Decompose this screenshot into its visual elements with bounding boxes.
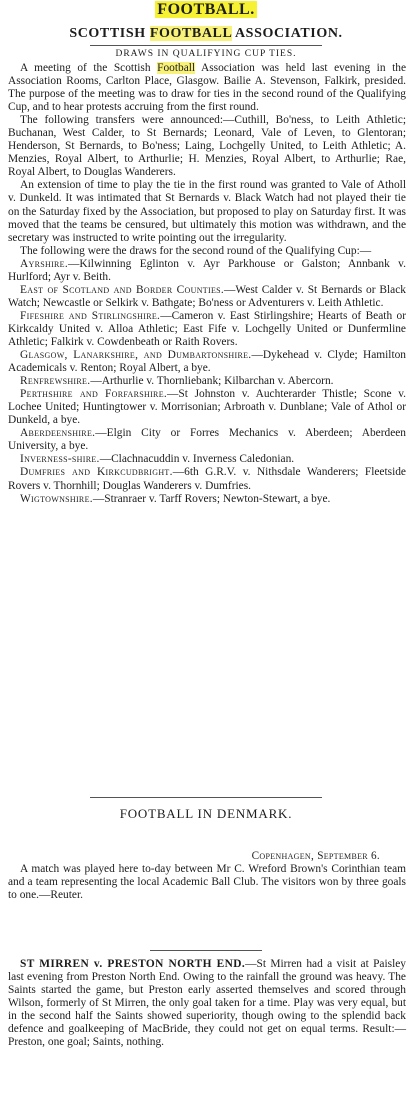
denmark-heading: FOOTBALL IN DENMARK. bbox=[119, 806, 293, 821]
draw-region: Inverness-shire. bbox=[20, 453, 100, 466]
draw-ties: —6th G.R.V. v. Nithsdale Wanderers; Fleetside Rovers v. Thornhill; Douglas Wanderers v. Dumfries. bbox=[8, 466, 406, 492]
draw-ties: —West Calder v. St Bernards or Black Watch; Newcastle or Selkirk v. Bathgate; Bo'ness or Adventurers v. Leith Athletic. bbox=[8, 283, 406, 309]
st-mirren-paragraph bbox=[8, 958, 406, 1049]
draw-item bbox=[8, 375, 406, 388]
st-mirren-text: —St Mirren had a visit at Paisley last evening from Preston North End. Owing to the rainfall the ground was heavy. The Saints started the game, but Preston early asserted themselves and scored through Wilson, formerly of St Mirren, the only goal taken for a time. Play was very equal, but in the second half the Saints showed superiority, though owing to the splendid back defence and goalkeeping of MacBride, they could not get on equal terms. Result:—Preston, one goal; Saints, nothing. bbox=[8, 958, 406, 1049]
draw-item bbox=[8, 310, 406, 349]
draw-ties: —Arthurlie v. Thornliebank; Kilbarchan v. Abercorn. bbox=[90, 375, 334, 388]
transfers-paragraph: The following transfers were announced:—Cuthill, Bo'ness, to Leith Athletic; Buchanan, West Calder, to St Bernards; Leonard, Vale of Leven, to Glentoran; Henderson, St Bernards, to Bo'ness; Laing, Lochgelly United, to Leith Athletic; A. Menzies, Royal Albert, to Arthurlie; H. Menzies, Royal Albert, to Arthurlie; Rae, Royal Albert, to Douglas Wanderers. bbox=[8, 114, 406, 179]
p1-post: Association was held last evening in the Association Rooms, Carlton Place, Glasgow. Bailie A. Stevenson, Falkirk, presided. The purpose of the meeting was to draw for ties in the second round of the Qualifying Cup, and to hear protests accruing from the first round. bbox=[8, 62, 406, 114]
draw-item bbox=[8, 453, 406, 466]
draw-item bbox=[8, 466, 406, 492]
draw-ties: —Stranraer v. Tarff Rovers; Newton-Stewart, a bye. bbox=[92, 492, 331, 505]
draw-region: Wigtownshire. bbox=[20, 492, 93, 505]
draw-ties: —St Johnston v. Auchterarder Thistle; Scone v. Lochee United; Huntingtower v. Morrisonian; Arbroath v. Dunblane; Vale of Athol or Dunkeld, a bye. bbox=[8, 388, 406, 427]
draw-region: Renfrewshire. bbox=[20, 375, 91, 388]
heading-pre: SCOTTISH bbox=[69, 26, 150, 41]
draw-region: East of Scotland and Border Counties. bbox=[20, 283, 225, 296]
draw-region: Perthshire and Forfarshire. bbox=[20, 388, 168, 401]
draw-region: Dumfries and Kirkcudbright. bbox=[20, 466, 173, 479]
draw-ties: —Clachnacuddin v. Inverness Caledonian. bbox=[99, 453, 295, 466]
draw-region: Ayrshire. bbox=[20, 257, 69, 270]
draw-ties: —Kilwinning Eglinton v. Ayr Parkhouse or Galston; Annbank v. Hurlford; Ayr v. Beith. bbox=[8, 257, 406, 283]
draw-ties: —Cameron v. East Stirlingshire; Hearts of Beath or Kirkcaldy United v. Alloa Athletic; East Fife v. Lochgelly United or Dunfermline Athletic; Falkirk v. Cowdenbeath or Raith Rovers. bbox=[8, 309, 406, 348]
heading-highlight: FOOTBALL bbox=[149, 26, 232, 41]
p1-highlight: Football bbox=[157, 62, 196, 74]
denmark-dateline: Copenhagen, September 6. bbox=[251, 850, 380, 862]
st-mirren-article bbox=[8, 958, 406, 1049]
draw-ties: —Dykehead v. Clyde; Hamilton Academicals v. Renton; Royal Albert, a bye. bbox=[8, 349, 406, 375]
draw-item bbox=[8, 427, 406, 453]
draws-intro-paragraph: The following were the draws for the second round of the Qualifying Cup:— bbox=[20, 244, 372, 257]
draw-ties: —Elgin City or Forres Mechanics v. Aberdeen; Aberdeen University, a bye. bbox=[8, 427, 406, 453]
draw-region: Glasgow, Lanarkshire, and Dumbartonshire. bbox=[20, 349, 252, 362]
draw-item bbox=[8, 388, 406, 427]
section-divider bbox=[90, 797, 322, 798]
heading-divider bbox=[90, 45, 322, 46]
association-article-body bbox=[8, 62, 406, 506]
draw-region: Aberdeenshire. bbox=[20, 427, 96, 440]
draw-region: Fifeshire and Stirlingshire. bbox=[20, 309, 161, 322]
draw-item bbox=[8, 349, 406, 375]
draw-item bbox=[8, 493, 406, 506]
association-heading bbox=[0, 26, 412, 42]
draw-item bbox=[8, 284, 406, 310]
denmark-paragraph: A match was played here to-day between Mr C. Wreford Brown's Corinthian team and a team representing the local Academic Ball Club. The visitors won by three goals to one.—Reuter. bbox=[8, 863, 406, 902]
denmark-article bbox=[8, 850, 406, 902]
article-title bbox=[0, 1, 412, 19]
short-divider bbox=[150, 950, 262, 951]
extension-paragraph: An extension of time to play the tie in the first round was granted to Vale of Atholl v. Dunkeld. It was intimated that St Bernards v. Black Watch had not played their tie on the Saturday fixed by the Association, but proposed to play on Saturday first. It was moved that the teams be censured, but ultimately this motion was withdrawn, and the secretary was instructed to write pointing out the irregularity. bbox=[8, 179, 406, 244]
heading-post: ASSOCIATION. bbox=[231, 26, 343, 41]
draw-item bbox=[8, 258, 406, 284]
draws-subheading: DRAWS IN QUALIFYING CUP TIES. bbox=[115, 49, 297, 59]
draws-list bbox=[8, 258, 406, 506]
st-mirren-lead: ST MIRREN v. PRESTON NORTH END. bbox=[20, 958, 246, 970]
p1-pre: A meeting of the Scottish bbox=[20, 62, 158, 74]
title-highlight: FOOTBALL. bbox=[157, 1, 255, 18]
meeting-paragraph bbox=[8, 62, 406, 114]
